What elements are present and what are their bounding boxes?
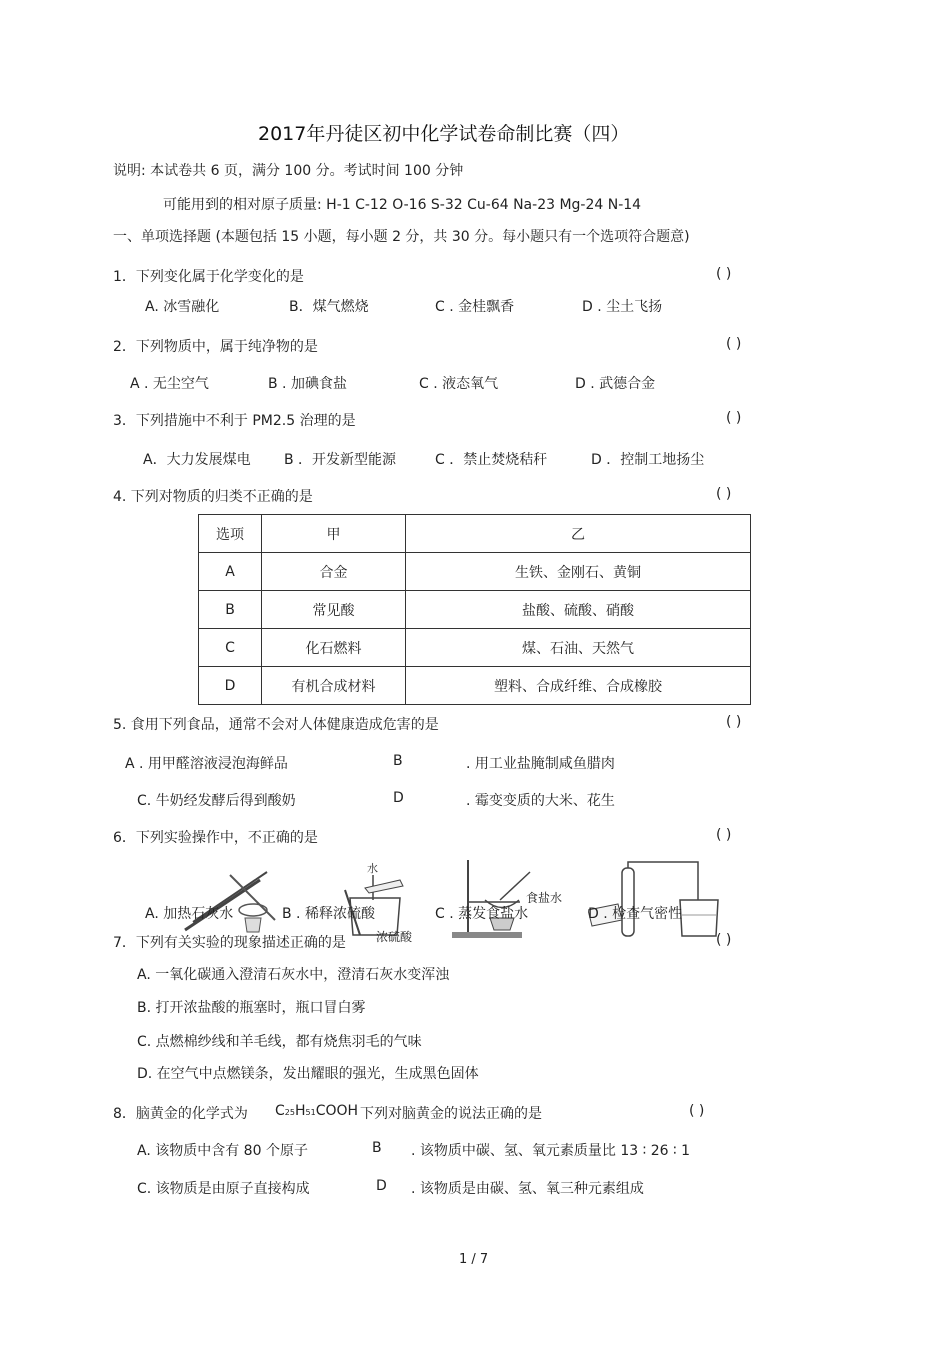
brine-label: 食盐水 [526, 891, 563, 905]
answer-paren-3: ( ) [726, 410, 742, 426]
formula-sub-c: 25 [284, 1108, 295, 1117]
answer-paren-4: ( ) [716, 486, 732, 502]
q1-option-b: B．煤气燃烧 [289, 299, 369, 315]
formula-rest: COOH [315, 1103, 359, 1119]
q2-option-b: B . 加碘食盐 [268, 376, 347, 392]
header-jia: 甲 [262, 515, 406, 553]
table-cell: C [199, 629, 262, 667]
q8-option-d-letter: D [376, 1178, 387, 1194]
q6-option-c: C . 蒸发食盐水 [435, 906, 529, 922]
q7-option-b: B. 打开浓盐酸的瓶塞时，瓶口冒白雾 [137, 1000, 366, 1016]
q3-option-d: D ．控制工地扬尘 [591, 452, 705, 468]
answer-paren-6: ( ) [716, 827, 732, 843]
q2-option-a: A . 无尘空气 [130, 376, 209, 392]
section-heading: 一、单项选择题 (本题包括 15 小题，每小题 2 分，共 30 分。每小题只有一个选项符合题意) [113, 229, 690, 245]
table-cell: D [199, 667, 262, 705]
table-row [199, 591, 751, 629]
table-cell: 煤、石油、天然气 [406, 629, 751, 667]
water-label: 水 [367, 862, 378, 875]
header-yi: 乙 [406, 515, 751, 553]
q5-option-a: A . 用甲醛溶液浸泡海鲜品 [125, 756, 288, 772]
q6-option-a: A. 加热石灰水 [145, 906, 234, 922]
q3-option-b: B ．开发新型能源 [284, 452, 397, 468]
acid-label: 浓硫酸 [376, 930, 413, 944]
chemical-formula [275, 1103, 358, 1119]
table-header-row [199, 515, 751, 553]
header-option: 选项 [199, 515, 262, 553]
question-7-stem: 7．下列有关实验的现象描述正确的是 [113, 935, 346, 951]
q5-option-d: . 霉变变质的大米、花生 [466, 793, 615, 809]
q6-option-b: B . 稀释浓硫酸 [282, 906, 375, 922]
page-number: 1 / 7 [459, 1252, 489, 1267]
q5-option-c: C. 牛奶经发酵后得到酸奶 [137, 793, 296, 809]
q7-option-a: A. 一氧化碳通入澄清石灰水中，澄清石灰水变浑浊 [137, 967, 450, 983]
formula-c: C [275, 1103, 285, 1119]
question-2-stem: 2．下列物质中，属于纯净物的是 [113, 339, 318, 355]
q5-option-d-letter: D [393, 790, 404, 806]
table-cell: 化石燃料 [262, 629, 406, 667]
answer-paren-1: ( ) [716, 266, 732, 282]
q7-option-d: D. 在空气中点燃镁条，发出耀眼的强光，生成黑色固体 [137, 1066, 479, 1082]
heating-test-tube-figure [175, 860, 285, 940]
q6-option-d: D . 检查气密性 [588, 906, 683, 922]
q8-option-a: A. 该物质中含有 80 个原子 [137, 1143, 308, 1159]
q8-option-b-letter: B [372, 1140, 382, 1156]
question-6-stem: 6．下列实验操作中，不正确的是 [113, 830, 318, 846]
table-cell: 常见酸 [262, 591, 406, 629]
q5-option-b-letter: B [393, 753, 403, 769]
table-cell: 生铁、金刚石、黄铜 [406, 553, 751, 591]
q2-option-d: D . 武德合金 [575, 376, 656, 392]
q1-option-d: D . 尘土飞扬 [582, 299, 663, 315]
q8-option-d: . 该物质是由碳、氢、氧三种元素组成 [411, 1181, 644, 1197]
table-cell: 盐酸、硫酸、硝酸 [406, 591, 751, 629]
exam-note: 说明: 本试卷共 6 页，满分 100 分。考试时间 100 分钟 [113, 163, 464, 179]
table-cell: 合金 [262, 553, 406, 591]
answer-paren-2: ( ) [726, 336, 742, 352]
q8-option-c: C. 该物质是由原子直接构成 [137, 1181, 310, 1197]
formula-sub-h: 51 [305, 1108, 316, 1117]
dilute-acid-figure [305, 860, 435, 940]
question-3-stem: 3．下列措施中不利于 PM2.5 治理的是 [113, 413, 356, 429]
table-cell: B [199, 591, 262, 629]
q3-option-c: C ．禁止焚烧秸秆 [435, 452, 548, 468]
question-1-stem: 1．下列变化属于化学变化的是 [113, 269, 304, 285]
q1-option-c: C . 金桂飘香 [435, 299, 515, 315]
table-row [199, 553, 751, 591]
q8-option-b: . 该物质中碳、氢、氧元素质量比 13 ∶ 26 ∶ 1 [411, 1143, 690, 1159]
q1-option-a: A. 冰雪融化 [145, 299, 220, 315]
table-cell: 塑料、合成纤维、合成橡胶 [406, 667, 751, 705]
classification-table [198, 514, 751, 705]
atomic-masses: 可能用到的相对原子质量: H-1 C-12 O-16 S-32 Cu-64 Na-23 Mg-24 N-14 [163, 197, 642, 213]
table-row [199, 667, 751, 705]
answer-paren-7: ( ) [716, 932, 732, 948]
q3-option-a: A．大力发展煤电 [143, 452, 251, 468]
table-cell: 有机合成材料 [262, 667, 406, 705]
answer-paren-5: ( ) [726, 714, 742, 730]
question-8-stem-post: 下列对脑黄金的说法正确的是 [360, 1106, 542, 1122]
q7-option-c: C. 点燃棉纱线和羊毛线，都有烧焦羽毛的气味 [137, 1034, 422, 1050]
formula-h: H [294, 1103, 306, 1119]
page-title: 2017年丹徒区初中化学试卷命制比赛（四） [258, 123, 630, 145]
question-8-stem-pre: 8．脑黄金的化学式为 [113, 1106, 248, 1122]
airtightness-figure [588, 860, 738, 940]
answer-paren-8: ( ) [689, 1103, 705, 1119]
question-5-stem: 5. 食用下列食品，通常不会对人体健康造成危害的是 [113, 717, 439, 733]
q2-option-c: C . 液态氧气 [419, 376, 499, 392]
table-cell: A [199, 553, 262, 591]
q5-option-b: . 用工业盐腌制咸鱼腊肉 [466, 756, 615, 772]
question-4-stem: 4. 下列对物质的归类不正确的是 [113, 489, 313, 505]
table-row [199, 629, 751, 667]
